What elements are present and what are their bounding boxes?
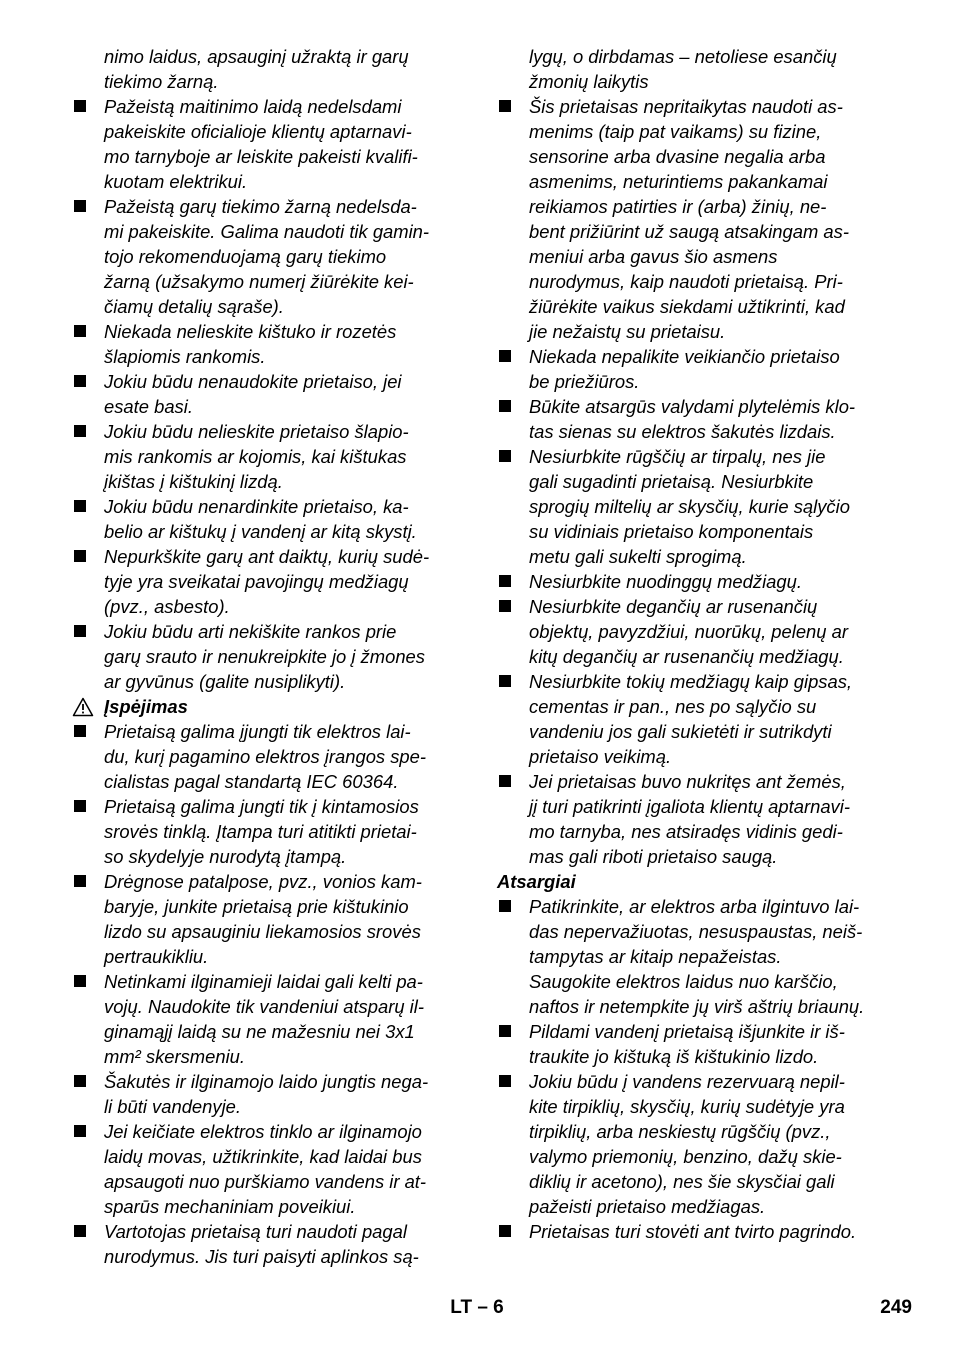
text-line: tyje yra sveikatai pavojingų medžiagų (104, 571, 409, 592)
bullet-square-icon (499, 100, 511, 112)
text-line: cementas ir pan., nes po sąlyčio su (529, 696, 817, 717)
text-line: mis rankomis ar kojomis, kai kištukas (104, 446, 407, 467)
text-line: Patikrinkite, ar elektros arba ilgintuvo lai- (529, 896, 860, 917)
text-line: gali sugadinti prietaisą. Nesiurbkite (529, 471, 814, 492)
text-line: žmonių laikytis (529, 71, 649, 92)
text-line: Jokiu būdu arti nekiškite rankos prie (104, 621, 397, 642)
text-line: diklių ir acetono), nes šie skysčiai gali (529, 1171, 835, 1192)
text-line: Niekada nepalikite veikiančio prietaiso (529, 346, 840, 367)
bullet-square-icon (74, 1075, 86, 1087)
text-line: valymo priemonių, benzino, dažų skie- (529, 1146, 842, 1167)
list-item (497, 594, 917, 669)
text-line: tirpiklių, arba neskiestų rūgščių (pvz., (529, 1121, 831, 1142)
text-line: Nesiurbkite rūgščių ar tirpalų, nes jie (529, 446, 826, 467)
list-item (497, 1019, 917, 1069)
list-item (72, 94, 492, 194)
text-line: žiūrėkite vaikus siekdami užtikrinti, kad (529, 296, 845, 317)
text-line: apsaugoti nuo purškiamo vandens ir at- (104, 1171, 427, 1192)
list-item (72, 369, 492, 419)
bullet-square-icon (74, 500, 86, 512)
text-line: menims (taip pat vaikams) su fizine, (529, 121, 822, 142)
text-line: Šis prietaisas nepritaikytas naudoti as- (529, 96, 843, 117)
bullet-square-icon (74, 975, 86, 987)
text-line: mo tarnyba, nes atsiradęs vidinis gedi- (529, 821, 843, 842)
text-line: Jokiu būdu nelieskite prietaiso šlapio- (104, 421, 409, 442)
bullet-square-icon (74, 425, 86, 437)
list-item (72, 869, 492, 969)
text-line: žarną (užsakymo numerį žiūrėkite kei- (104, 271, 414, 292)
bullet-square-icon (499, 900, 511, 912)
text-line: įkištas į kištukinį lizdą. (104, 471, 283, 492)
text-line: meniui arba gavus šio asmens (529, 246, 778, 267)
text-line: mm² skersmeniu. (104, 1046, 246, 1067)
text-line: Pažeistą maitinimo laidą nedelsdami (104, 96, 402, 117)
text-line: kite tirpiklių, skysčių, kurių sudėtyje yra (529, 1096, 845, 1117)
text-line: Jokiu būdu į vandens rezervuarą nepil- (529, 1071, 845, 1092)
text-line: Nesiurbkite tokių medžiagų kaip gipsas, (529, 671, 853, 692)
text-line: Pildami vandenį prietaisą išjunkite ir iš- (529, 1021, 845, 1042)
list-item (72, 494, 492, 544)
list-item (72, 1069, 492, 1119)
bullet-square-icon (499, 400, 511, 412)
list-item (72, 969, 492, 1069)
text-line: sparūs mechaniniam poveikiui. (104, 1196, 356, 1217)
text-line: du, kurį pagamino elektros įrangos spe- (104, 746, 427, 767)
list-item (72, 1219, 492, 1269)
list-item (72, 1119, 492, 1219)
text-line: belio ar kištukų į vandenį ar kitą skystį. (104, 521, 417, 542)
text-line: pertraukikliu. (104, 946, 209, 967)
text-line: (pvz., asbesto). (104, 596, 230, 617)
text-line: jį turi patikrinti įgaliota klientų aptarnavi- (529, 796, 850, 817)
text-line: lygų, o dirbdamas – netoliese esančių (529, 46, 837, 67)
text-line: Nesiurbkite nuodinggų medžiagų. (529, 571, 802, 592)
text-line: metu gali sukelti sprogimą. (529, 546, 747, 567)
bullet-square-icon (74, 100, 86, 112)
text-line: bent prižiūrint už saugą atsakingam as- (529, 221, 849, 242)
text-line: tojo rekomenduojamą garų tiekimo (104, 246, 387, 267)
text-line: vandeniu jos gali sukietėti ir sutrikdyti (529, 721, 832, 742)
list-item (72, 419, 492, 494)
text-line: Vartotojas prietaisą turi naudoti pagal (104, 1221, 407, 1242)
text-line: nurodymus. Jis turi paisyti aplinkos są- (104, 1246, 419, 1267)
list-item (497, 894, 917, 1019)
text-line: vojų. Naudokite tik vandeniui atsparų il- (104, 996, 424, 1017)
text-line: lizdo su apsauginiu liekamosios srovės (104, 921, 421, 942)
text-line: tas sienas su elektros šakutės lizdais. (529, 421, 836, 442)
bullet-square-icon (74, 1125, 86, 1137)
bullet-square-icon (499, 575, 511, 587)
text-line: Jei prietaisas buvo nukritęs ant žemės, (529, 771, 846, 792)
text-line: mas gali riboti prietaiso saugą. (529, 846, 778, 867)
text-line: kuotam elektrikui. (104, 171, 248, 192)
paragraph-continuation (497, 44, 917, 94)
bullet-square-icon (499, 600, 511, 612)
bullet-square-icon (499, 1225, 511, 1237)
text-line: pažeisti prietaiso medžiagas. (529, 1196, 766, 1217)
list-item (497, 569, 917, 594)
list-item (72, 194, 492, 319)
text-line: tiekimo žarną. (104, 71, 219, 92)
text-line: cialistas pagal standartą IEC 60364. (104, 771, 399, 792)
text-line: Netinkami ilginamieji laidai gali kelti pa- (104, 971, 423, 992)
list-item (497, 94, 917, 344)
text-line: Prietaisą galima įjungti tik elektros lai- (104, 721, 411, 742)
text-line: Jokiu būdu nenaudokite prietaiso, jei (104, 371, 402, 392)
footer-page-number: 249 (880, 1297, 912, 1318)
text-line: jie nežaistų su prietaisu. (529, 321, 726, 342)
bullet-square-icon (74, 875, 86, 887)
text-line: das nepervažiuotas, nesuspaustas, neiš- (529, 921, 863, 942)
text-line: so skydelyje nurodytą įtampą. (104, 846, 347, 867)
text-line: pakeiskite oficialioje klientų aptarnavi- (104, 121, 412, 142)
paragraph-continuation (72, 44, 492, 94)
section-heading (497, 869, 917, 894)
bullet-square-icon (74, 625, 86, 637)
list-item (497, 1219, 917, 1244)
text-line: mi pakeiskite. Galima naudoti tik gamin- (104, 221, 430, 242)
list-item (497, 444, 917, 569)
text-line: sensorine arba dvasine negalia arba (529, 146, 826, 167)
list-item (497, 1069, 917, 1219)
bullet-square-icon (499, 675, 511, 687)
text-line: šlapiomis rankomis. (104, 346, 266, 367)
text-line: nurodymus, kaip naudoti prietaisą. Pri- (529, 271, 843, 292)
bullet-square-icon (499, 1025, 511, 1037)
text-line: objektų, pavyzdžiui, nuorūkų, pelenų ar (529, 621, 848, 642)
text-line: be priežiūros. (529, 371, 640, 392)
text-line: Prietaisas turi stovėti ant tvirto pagrindo. (529, 1221, 857, 1242)
bullet-square-icon (74, 325, 86, 337)
text-line: srovės tinklą. Įtampa turi atitikti prietai- (104, 821, 417, 842)
text-line: Saugokite elektros laidus nuo karščio, (529, 971, 838, 992)
list-item (72, 619, 492, 694)
text-line: sprogių miltelių ar skysčių, kurie sąlyčio (529, 496, 850, 517)
text-line: čiamų detalių sąraše). (104, 296, 284, 317)
text-line: Jokiu būdu nenardinkite prietaiso, ka- (104, 496, 409, 517)
text-line: Šakutės ir ilginamojo laido jungtis nega- (104, 1071, 429, 1092)
text-line: ar gyvūnus (galite nusiplikyti). (104, 671, 346, 692)
text-line: Atsargiai (497, 871, 576, 892)
list-item (72, 794, 492, 869)
text-line: nimo laidus, apsauginį užraktą ir garų (104, 46, 409, 67)
bullet-square-icon (74, 725, 86, 737)
list-item (72, 719, 492, 794)
text-line: asmenims, neturintiems pakankamai (529, 171, 828, 192)
text-line: Būkite atsargūs valydami plytelėmis klo- (529, 396, 856, 417)
bullet-square-icon (499, 350, 511, 362)
warning-triangle-icon (72, 697, 94, 717)
list-item (497, 394, 917, 444)
bullet-square-icon (74, 550, 86, 562)
text-line: prietaiso veikimą. (529, 746, 672, 767)
text-line: Niekada nelieskite kištuko ir rozetės (104, 321, 397, 342)
text-line: ginamąjį laidą su ne mažesniu nei 3x1 (104, 1021, 415, 1042)
bullet-square-icon (499, 450, 511, 462)
section-heading (72, 694, 492, 719)
bullet-square-icon (74, 1225, 86, 1237)
text-line: Jei keičiate elektros tinklo ar ilginamojo (104, 1121, 422, 1142)
text-line: Nesiurbkite degančių ar rusenančių (529, 596, 818, 617)
text-line: Pažeistą garų tiekimo žarną nedelsda- (104, 196, 417, 217)
text-line: Drėgnose patalpose, pvz., vonios kam- (104, 871, 422, 892)
text-line: li būti vandenyje. (104, 1096, 241, 1117)
text-line: reikiamos patirties ir (arba) žinių, ne- (529, 196, 827, 217)
bullet-square-icon (74, 800, 86, 812)
text-line: naftos ir netempkite jų virš aštrių briaunų. (529, 996, 865, 1017)
list-item (497, 769, 917, 869)
text-line: Prietaisą galima jungti tik į kintamosios (104, 796, 419, 817)
text-line: Įspėjimas (104, 696, 188, 717)
list-item (72, 319, 492, 369)
text-line: esate basi. (104, 396, 193, 417)
text-line: baryje, junkite prietaisą prie kištukinio (104, 896, 409, 917)
list-item (72, 544, 492, 619)
text-line: tampytas ar kitaip nepažeistas. (529, 946, 782, 967)
list-item (497, 344, 917, 394)
text-line: su vidiniais prietaiso komponentais (529, 521, 814, 542)
right-column (497, 44, 917, 1244)
text-line: garų srauto ir nenukreipkite jo į žmones (104, 646, 425, 667)
bullet-square-icon (74, 200, 86, 212)
text-line: laidų movas, užtikrinkite, kad laidai bus (104, 1146, 422, 1167)
text-line: kitų degančių ar rusenančių medžiagų. (529, 646, 844, 667)
text-line: Nepurkškite garų ant daiktų, kurių sudė- (104, 546, 430, 567)
bullet-square-icon (499, 1075, 511, 1087)
bullet-square-icon (499, 775, 511, 787)
text-line: traukite jo kištuką iš kištukinio lizdo. (529, 1046, 819, 1067)
list-item (497, 669, 917, 769)
footer-section-code: LT – 6 (450, 1297, 504, 1318)
bullet-square-icon (74, 375, 86, 387)
left-column (72, 44, 492, 1269)
text-line: mo tarnyboje ar leiskite pakeisti kvalifi- (104, 146, 418, 167)
